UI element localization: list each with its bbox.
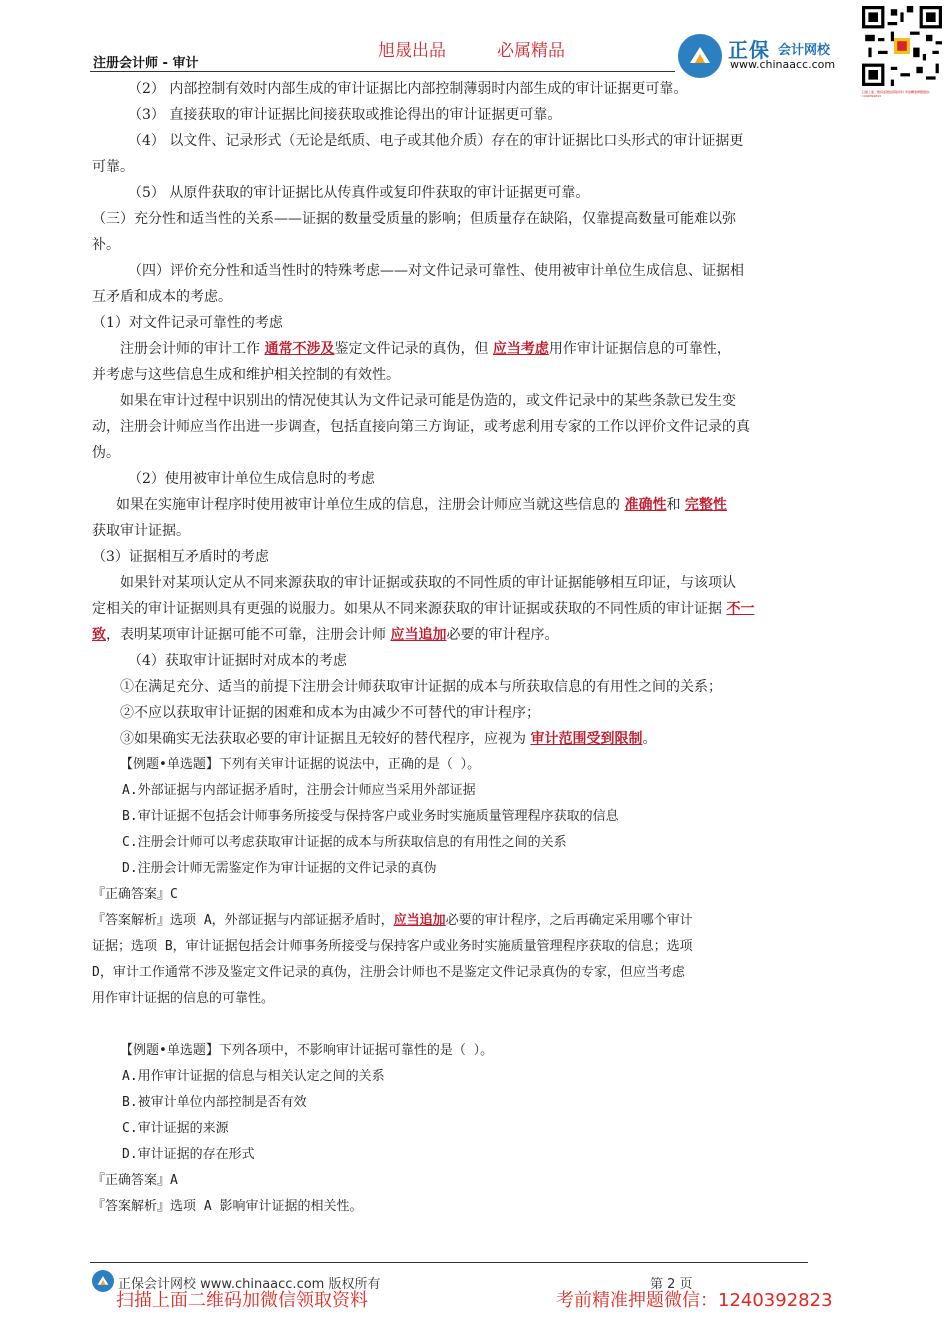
text-line: 可靠。 — [92, 159, 134, 175]
slogan-right: 必属精品 — [497, 41, 565, 61]
key-term: 应当追加 — [390, 627, 447, 643]
slogan-left: 旭晟出品 — [378, 41, 446, 61]
header-rule — [90, 71, 675, 72]
text-line: 补。 — [92, 237, 120, 253]
question-option: A.外部证据与内部证据矛盾时，注册会计师应当采用外部证据 — [122, 783, 476, 798]
qr-code-icon — [862, 6, 942, 86]
list-item: ③如果确实无法获取必要的审计证据且无较好的替代程序，应视为 审计范围受到限制。 — [120, 731, 657, 747]
brand-logo — [678, 34, 858, 74]
question-option: D.审计证据的存在形式 — [122, 1147, 255, 1162]
text-line: （4） 以文件、记录形式（无论是纸质、电子或其他介质）存在的审计证据比口头形式的审计证据更 — [128, 133, 744, 149]
promo-left: 扫描上面二维码加微信领取资料 — [116, 1290, 368, 1311]
answer-explanation: 『答案解析』选项 A 影响审计证据的相关性。 — [92, 1199, 363, 1214]
brand-main: 正保 — [728, 38, 770, 62]
question-option: B.审计证据不包括会计师事务所接受与保持客户或业务时实施质量管理程序获取的信息 — [122, 809, 619, 824]
correct-answer: 『正确答案』C — [92, 887, 178, 902]
question-option: C.注册会计师可以考虑获取审计证据的成本与所获取信息的有用性之间的关系 — [122, 835, 567, 850]
list-item: ①在满足充分、适当的前提下注册会计师获取审计证据的成本与所获取信息的有用性之间的关系； — [120, 679, 722, 695]
text-line: 获取审计证据。 — [92, 523, 190, 539]
brand-sub: 会计网校 — [778, 43, 831, 58]
qr-note: 扫描上面二维码加微信领取资料 考前精准押题微信：1240392823 — [862, 90, 932, 98]
text-line: （5） 从原件获取的审计证据比从传真件或复印件获取的审计证据更可靠。 — [128, 185, 590, 201]
text-line: 如果在实施审计程序时使用被审计单位生成的信息，注册会计师应当就这些信息的 准确性和 完整性 — [116, 497, 727, 513]
subsection-heading: （1）对文件记录可靠性的考虑 — [92, 315, 283, 331]
page-number: 第 2 页 — [650, 1277, 693, 1292]
example-question-1 — [92, 752, 862, 1012]
answer-explanation: D，审计工作通常不涉及鉴定文件记录的真伪，注册会计师也不是鉴定文件记录真伪的专家，但应当考虑 — [92, 965, 685, 980]
footer-logo-icon — [92, 1270, 114, 1292]
question-option: D.注册会计师无需鉴定作为审计证据的文件记录的真伪 — [122, 861, 437, 876]
text-line: 注册会计师的审计工作 通常不涉及鉴定文件记录的真伪，但 应当考虑用作审计证据信息的可靠性， — [120, 341, 731, 357]
text-line: 伪。 — [92, 445, 120, 461]
text-line: 互矛盾和成本的考虑。 — [92, 289, 232, 305]
question-stem: 【例题•单选题】下列有关审计证据的说法中，正确的是（ ）。 — [120, 757, 481, 772]
key-term: 准确性 — [624, 497, 667, 513]
main-content — [92, 76, 862, 1220]
key-term: 致 — [92, 627, 106, 643]
question-option: A.用作审计证据的信息与相关认定之间的关系 — [122, 1069, 385, 1084]
question-stem: 【例题•单选题】下列各项中，不影响审计证据可靠性的是（ ）。 — [120, 1043, 494, 1058]
text-line: 如果针对某项认定从不同来源获取的审计证据或获取的不同性质的审计证据能够相互印证，与该项认 — [120, 575, 736, 591]
answer-explanation: 『答案解析』选项 A，外部证据与内部证据矛盾时，应当追加必要的审计程序，之后再确定采用哪个审计 — [92, 913, 693, 928]
subsection-heading: （2）使用被审计单位生成信息时的考虑 — [128, 471, 375, 487]
text-line: 致，表明某项审计证据可能不可靠，注册会计师 应当追加必要的审计程序。 — [92, 627, 559, 643]
text-line: 动，注册会计师应当作出进一步调查，包括直接向第三方询证，或考虑利用专家的工作以评价文件记录的真 — [92, 419, 750, 435]
key-term: 通常不涉及 — [264, 341, 335, 357]
subsection-heading: （4）获取审计证据时对成本的考虑 — [128, 653, 347, 669]
text-line: （2） 内部控制有效时内部生成的审计证据比内部控制薄弱时内部生成的审计证据更可靠。 — [128, 81, 688, 97]
key-term: 应当追加 — [393, 913, 446, 928]
subsection-heading: （3）证据相互矛盾时的考虑 — [92, 549, 269, 565]
document-subject: 注册会计师 - 审计 — [93, 56, 199, 71]
example-question-2 — [92, 1038, 862, 1220]
question-option: B.被审计单位内部控制是否有效 — [122, 1095, 307, 1110]
section-heading: （四）评价充分性和适当性时的特殊考虑——对文件记录可靠性、使用被审计单位生成信息、证据相 — [128, 263, 744, 279]
promo-right: 考前精准押题微信：1240392823 — [556, 1290, 833, 1311]
list-item: ②不应以获取审计证据的困难和成本为由减少不可替代的审计程序； — [120, 705, 540, 721]
footer-copyright: 正保会计网校 www.chinaacc.com 版权所有 — [118, 1277, 381, 1292]
footer-rule — [90, 1262, 808, 1263]
key-term: 应当考虑 — [492, 341, 549, 357]
text-line: 并考虑与这些信息生成和维护相关控制的有效性。 — [92, 367, 400, 383]
text-line: （3） 直接获取的审计证据比间接获取或推论得出的审计证据更可靠。 — [128, 107, 562, 123]
brand-url: www.chinaacc.com — [730, 58, 836, 71]
key-term: 审计范围受到限制 — [530, 731, 643, 747]
key-term: 不一 — [726, 601, 755, 617]
section-heading: （三）充分性和适当性的关系——证据的数量受质量的影响；但质量存在缺陷，仅靠提高数量可能难以弥 — [92, 211, 736, 227]
question-option: C.审计证据的来源 — [122, 1121, 229, 1136]
answer-explanation: 证据；选项 B，审计证据包括会计师事务所接受与保持客户或业务时实施质量管理程序获取的信息；选项 — [92, 939, 693, 954]
answer-explanation: 用作审计证据的信息的可靠性。 — [92, 991, 275, 1006]
text-line: 如果在审计过程中识别出的情况使其认为文件记录可能是伪造的，或文件记录中的某些条款已发生变 — [120, 393, 736, 409]
logo-icon — [678, 34, 722, 78]
text-line: 定相关的审计证据则具有更强的说服力。如果从不同来源获取的审计证据或获取的不同性质的审计证据 不一 — [92, 601, 755, 617]
qr-code — [862, 6, 948, 98]
correct-answer: 『正确答案』A — [92, 1173, 178, 1188]
key-term: 完整性 — [684, 497, 727, 513]
